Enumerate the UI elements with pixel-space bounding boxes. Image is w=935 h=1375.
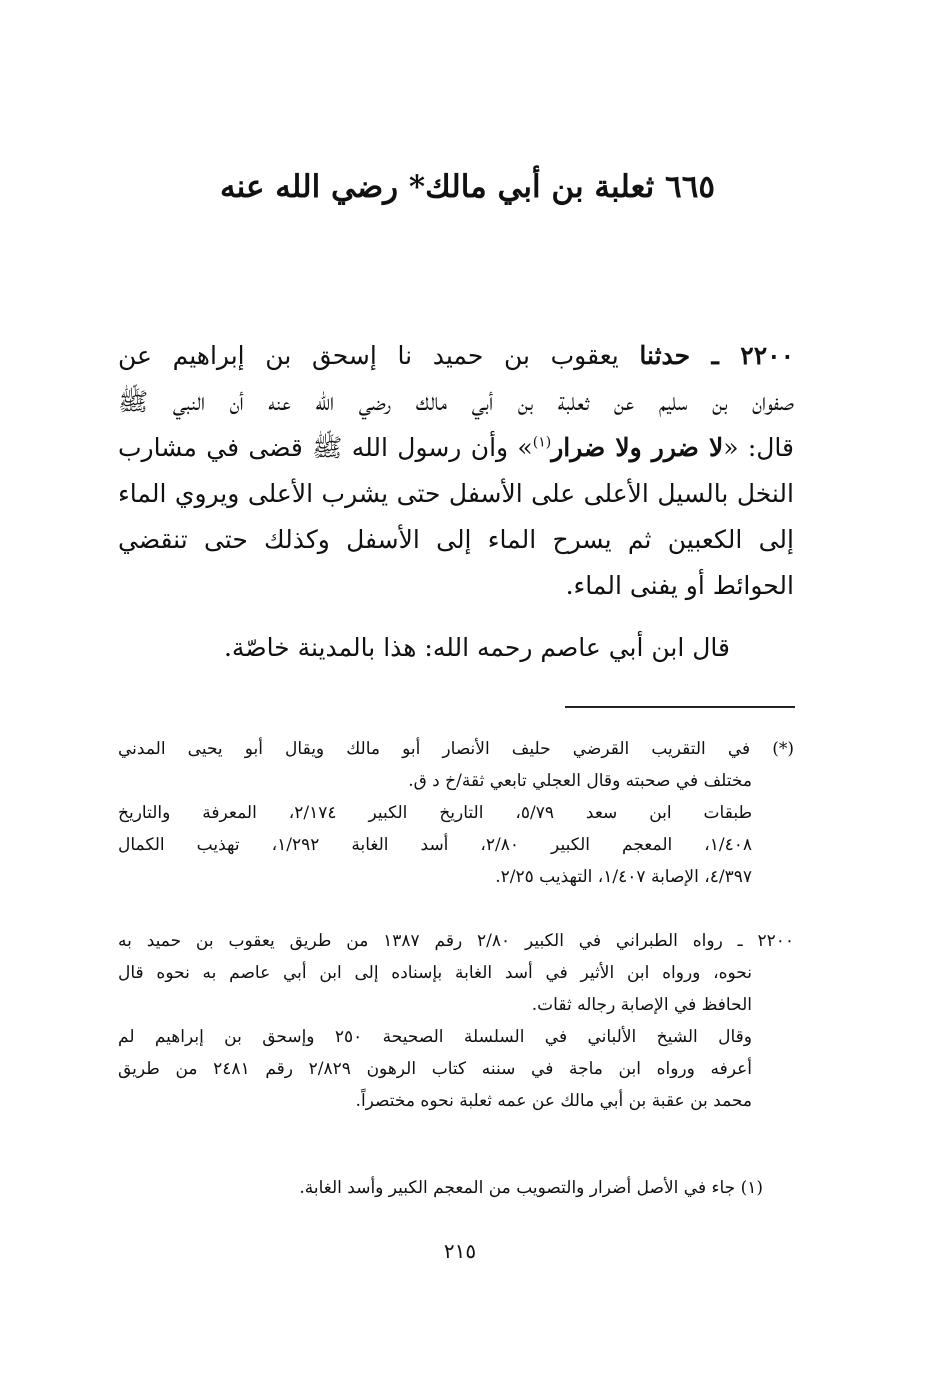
- page-number: ٢١٥: [443, 1239, 477, 1263]
- footnote-2200-line-2: نحوه، ورواه ابن الأثير في أسد الغابة بإسناده إلى ابن أبي عاصم به نحوه قال: [118, 963, 752, 983]
- closing-remark: قال ابن أبي عاصم رحمه الله: هذا بالمدينة خاصّة.: [223, 633, 730, 662]
- hadith-line-3: [118, 425, 794, 471]
- chapter-title: ٦٦٥ ثعلبة بن أبي مالك* رضي الله عنه: [219, 169, 715, 205]
- footnote-star-line-5: ٤/٣٩٧، الإصابة ١/٤٠٧، التهذيب ٢/٢٥.: [495, 867, 752, 887]
- hadith-line-1-text: يعقوب بن حميد نا إسحق بن إبراهيم عن: [118, 341, 640, 370]
- footnote-star-line-1: (*) في التقريب القرضي حليف الأنصار أبو مالك ويقال أبو يحيى المدني: [118, 739, 794, 759]
- footnote-2200-line-4: وقال الشيخ الألباني في السلسلة الصحيحة ٢٥٠ وإسحق بن إبراهيم لم: [118, 1027, 753, 1047]
- narration-start: حدثنا: [639, 341, 691, 370]
- footnote-hadith-2200: [118, 925, 794, 1117]
- hadith-line-6: الحوائط أو يفنى الماء.: [565, 571, 794, 600]
- footnote-2200-line-1: ٢٢٠٠ ـ رواه الطبراني في الكبير ٢/٨٠ رقم ١٣٨٧ من طريق يعقوب بن حميد به: [118, 931, 794, 951]
- footnote-ref: (١): [532, 434, 552, 451]
- hadith-number: ٢٢٠٠ ـ: [690, 341, 794, 370]
- footnote-1: (١) جاء في الأصل أضرار والتصويب من المعجم الكبير وأسد الغابة.: [299, 1178, 763, 1198]
- hadith-line-2: صفوان بن سليم عن ثعلبة بن أبي مالك رضي الله عنه أن النبي ﷺ: [118, 387, 794, 416]
- footnote-2200-line-3: الحافظ في الإصابة رجاله ثقات.: [531, 995, 752, 1015]
- footnote-star-line-4: ١/٤٠٨، المعجم الكبير ٢/٨٠، أسد الغابة ١/٢٩٢، تهذيب الكمال: [118, 835, 752, 855]
- quote-prefix: قال: «: [723, 433, 794, 462]
- footnote-star: [118, 733, 794, 893]
- footnote-divider: [565, 706, 795, 708]
- hadith-line-1: [118, 333, 794, 379]
- footnote-star-line-3: طبقات ابن سعد ٥/٧٩، التاريخ الكبير ٢/١٧٤، المعرفة والتاريخ: [118, 803, 752, 823]
- hadith-line-4: النخل بالسيل الأعلى على الأسفل حتى يشرب الأعلى ويروي الماء: [118, 479, 794, 508]
- hadith-line-3-text: » وأن رسول الله ﷺ قضى في مشارب: [118, 433, 533, 462]
- prophetic-quote: لا ضرر ولا ضرار: [551, 433, 724, 462]
- hadith-text: [118, 333, 794, 609]
- footnote-2200-line-6: محمد بن عقبة بن أبي مالك عن عمه ثعلبة نحوه مختصراً.: [355, 1091, 752, 1111]
- footnote-2200-line-5: أعرفه ورواه ابن ماجة في سننه كتاب الرهون ٢/٨٢٩ رقم ٢٤٨١ من طريق: [118, 1059, 752, 1079]
- hadith-line-5: إلى الكعبين ثم يسرح الماء إلى الأسفل وكذلك حتى تنقضي: [118, 525, 794, 554]
- footnote-star-line-2: مختلف في صحبته وقال العجلي تابعي ثقة/خ د ق.: [408, 771, 752, 791]
